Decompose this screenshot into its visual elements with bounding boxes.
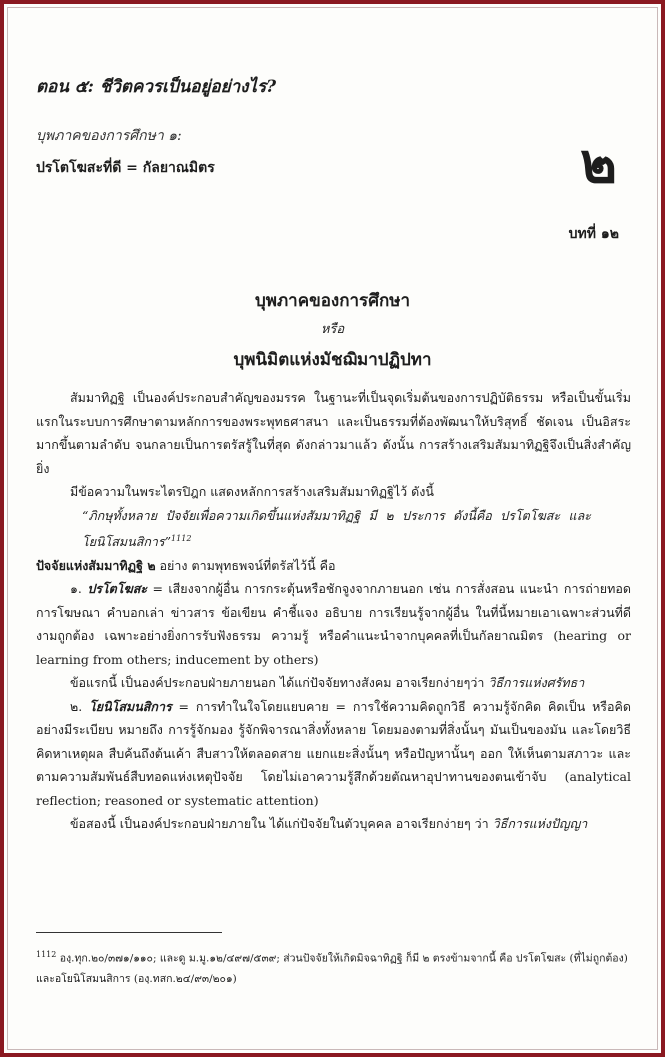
part-number: ๒ [580, 130, 617, 196]
title-connector: หรือ [320, 322, 345, 337]
factor-1-summary-text: ข้อแรกนี้ เป็นองค์ประกอบฝ่ายภายนอก ได้แก่ปัจจัยทางสังคม อาจเรียกง่ายๆว่า [70, 675, 489, 691]
scripture-quote [36, 504, 631, 554]
factors-heading-rest: อย่าง ตามพุทธพจน์ที่ตรัสไว้นี้ คือ [155, 557, 336, 573]
paragraph-tipitaka: มีข้อความในพระไตรปิฎก แสดงหลักการสร้างเสริมสัมมาทิฏฐิไว้ ดังนี้ [70, 484, 434, 499]
factor-item-2 [36, 695, 631, 813]
chapter-alt-title: บุพนิมิตแห่งมัชฌิมาปฏิปทา [233, 350, 432, 370]
factor-2-summary-term: วิธีการแห่งปัญญา [492, 816, 588, 832]
footnote-ref[interactable]: 1112 [171, 534, 192, 543]
quote-text: “ภิกษุทั้งหลาย ปัจจัยเพื่อความเกิดขึ้นแห่งสัมมาทิฏฐิ มี ๒ ประการ ดังนี้คือ ปรโตโฆสะ และโยนิโสมนสิการ” [82, 507, 591, 550]
footnote-number: 1112 [36, 950, 57, 959]
body-text [36, 386, 631, 836]
section-subtitle: บุพภาคของการศึกษา ๑: [36, 128, 182, 144]
factor-item-1 [36, 577, 631, 671]
footnote [36, 945, 629, 989]
factors-heading-bold: ปัจจัยแห่งสัมมาทิฏฐิ ๒ [36, 557, 156, 573]
factor-1-summary-term: วิธีการแห่งศรัทธา [488, 675, 585, 691]
factor-2-summary-text: ข้อสองนี้ เป็นองค์ประกอบฝ่ายภายใน ได้แก่ปัจจัยในตัวบุคคล อาจเรียกง่ายๆ ว่า [70, 816, 493, 832]
section-subhead: ปรโตโฆสะที่ดี = กัลยาณมิตร [36, 160, 215, 176]
section-title: ตอน ๕: ชีวิตควรเป็นอยู่อย่างไร? [36, 77, 277, 97]
footnote-divider [36, 932, 222, 933]
factor-2-number: ๒. [70, 698, 90, 714]
chapter-title: บุพภาคของการศึกษา [254, 291, 411, 311]
chapter-label: บทที่ ๑๒ [568, 226, 619, 242]
factor-1-term: ปรโตโฆสะ [87, 581, 148, 597]
factor-1-summary [36, 671, 631, 695]
factor-2-term: โยนิโสมนสิการ [89, 698, 172, 714]
paragraph-intro: สัมมาทิฏฐิ เป็นองค์ประกอบสำคัญของมรรค ในฐานะที่เป็นจุดเริ่มต้นของการปฏิบัติธรรม หรือเป็นขั้นเริ่มแรกในระบบการศึกษาตามหลักการของพระพุทธศาสนา และเป็นธรรมที่ต้องพัฒนาให้บริสุทธิ์ ชัดเจน เป็นอิสระมากขึ้นตามลำดับ จนกลายเป็นการตรัสรู้ในที่สุด ดังกล่าวมาแล้ว ดังนั้น การสร้างเสริมสัมมาทิฏฐิจึงเป็นสิ่งสำคัญยิ่ง [36, 390, 631, 476]
factors-heading [36, 554, 631, 578]
factor-1-text: = เสียงจากผู้อื่น การกระตุ้นหรือชักจูงจากภายนอก เช่น การสั่งสอน แนะนำ การถ่ายทอด การโฆษณา คำบอกเล่า ข่าวสาร ข้อเขียน คำชี้แจง อธิบาย การเรียนรู้จากผู้อื่น ในที่นี้หมายเอาเฉพาะส่วนที่ดีงามถูกต้อง เฉพาะอย่างยิ่งการรับฟังธรรม ความรู้ หรือคำแนะนำจากบุคคลที่เป็นกัลยาณมิตร (hearing or learning from others; inducement by others) [36, 581, 631, 667]
factor-2-summary [36, 812, 631, 836]
factor-1-number: ๑. [70, 581, 88, 597]
footnote-text: องฺ.ทุก.๒๐/๓๗๑/๑๑๐; และดู ม.มู.๑๒/๔๙๗/๕๓๙; ส่วนปัจจัยให้เกิดมิจฉาทิฏฐิ ก็มี ๒ ตรงข้ามจากนี้ คือ ปรโตโฆสะ (ที่ไม่ถูกต้อง) และอโยนิโสมนสิการ (องฺ.ทสก.๒๔/๙๓/๒๐๑) [36, 952, 628, 985]
factor-2-text: = การทำในใจโดยแยบคาย = การใช้ความคิดถูกวิธี ความรู้จักคิด คิดเป็น หรือคิดอย่างมีระเบียบ หมายถึง การรู้จักมอง รู้จักพิจารณาสิ่งทั้งหลาย โดยมองตามที่สิ่งนั้นๆ มันเป็นของมัน และโดยวิธีคิดหาเหตุผล สืบค้นถึงต้นเค้า สืบสาวให้ตลอดสาย แยกแยะสิ่งนั้นๆ หรือปัญหานั้นๆ ออก ให้เห็นตามสภาวะ และตามความสัมพันธ์สืบทอดแห่งเหตุปัจจัย โดยไม่เอาความรู้สึกด้วยตัณหาอุปาทานของตนเข้าจับ (analytical reflection; reasoned or systematic attention) [36, 698, 632, 808]
